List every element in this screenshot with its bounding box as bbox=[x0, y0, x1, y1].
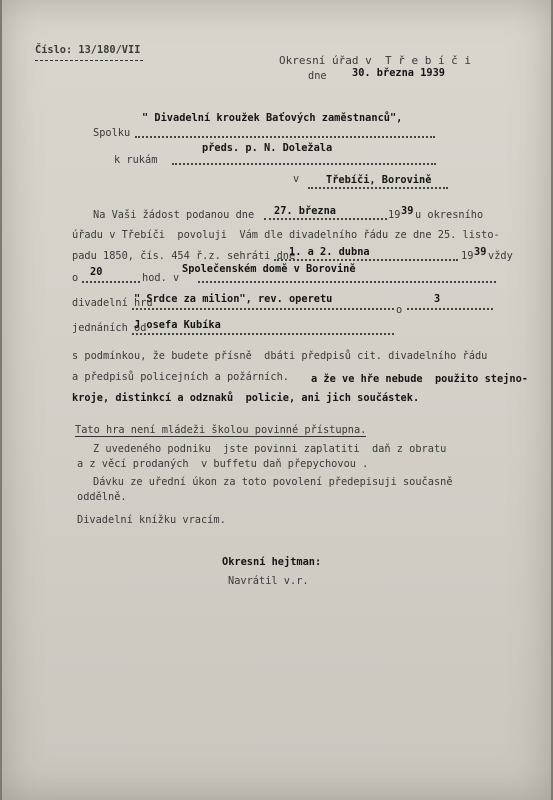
chairman: předs. p. N. Doležala bbox=[202, 142, 333, 154]
author-line bbox=[132, 333, 394, 335]
document-page bbox=[2, 0, 551, 800]
tax-notice: Z uvedeného podniku jste povinni zaplatiti daň z obratu bbox=[93, 443, 447, 455]
date-value: 30. března 1939 bbox=[352, 67, 445, 79]
youth-notice: Tato hra není mládeži školou povinné přístupna. bbox=[75, 424, 367, 436]
luxury-tax-notice: a z věcí prodaných v buffetu daň přepychovou . bbox=[77, 458, 369, 470]
conditions-text: s podmínkou, že budete přísně dbáti předpisů cit. divadelního řádu bbox=[72, 350, 488, 362]
signature-title: Okresní hejtman: bbox=[222, 556, 322, 568]
play-label: divadelní hru bbox=[72, 297, 153, 309]
date-label: dne bbox=[308, 70, 327, 82]
request-text: Na Vaši žádost podanou dne bbox=[93, 209, 255, 221]
hour-prefix: o bbox=[72, 272, 79, 284]
author-label: jednáních od bbox=[72, 322, 147, 334]
performance-year-suffix: 39 bbox=[474, 246, 487, 258]
acts-circle: o bbox=[396, 304, 403, 316]
acts-count: 3 bbox=[434, 293, 441, 305]
place-label: v bbox=[293, 173, 300, 185]
fee-notice-end: oddělně. bbox=[77, 491, 127, 503]
hour-label: hod. v bbox=[142, 272, 180, 284]
signature-name: Navrátil v.r. bbox=[228, 575, 309, 587]
reference-number: Číslo: 13/180/VII bbox=[35, 44, 141, 56]
place-line bbox=[308, 187, 448, 189]
performance-year-prefix: 19 bbox=[461, 250, 474, 262]
play-line bbox=[132, 308, 394, 310]
booklet-return: Divadelní knížku vracím. bbox=[77, 514, 226, 526]
request-year-prefix: 19 bbox=[388, 209, 401, 221]
acts-line bbox=[407, 308, 493, 310]
regulation-text: padu 1850, čís. 454 ř.z. sehráti dne bbox=[72, 250, 296, 262]
reference-underline bbox=[35, 60, 143, 61]
permission-text: úřadu v Třebíči povoluji Vám dle divadelního řádu ze dne 25. listo- bbox=[72, 229, 500, 241]
venue-line bbox=[198, 281, 496, 283]
request-year-suffix: 39 bbox=[401, 205, 414, 217]
request-date: 27. března bbox=[274, 205, 336, 217]
association-label: Spolku bbox=[93, 127, 131, 139]
performance-dates-line bbox=[274, 259, 458, 261]
venue: Společenském domě v Borovině bbox=[182, 263, 356, 275]
police-text: a předpisů policejních a požárních. bbox=[72, 371, 289, 383]
always-label: vždy bbox=[488, 250, 513, 262]
association-line bbox=[135, 136, 435, 138]
uniform-clause-end: kroje, distinkcí a odznaků policie, ani jich součástek. bbox=[72, 392, 420, 404]
issuing-office: Okresní úřad v T ř e b í č i bbox=[279, 54, 472, 67]
fee-notice: Dávku ze uřední úkon za toto povolení předepisuji současně bbox=[93, 476, 453, 488]
play-title: " Srdce za milion", rev. operetu bbox=[134, 293, 333, 305]
uniform-clause: a že ve hře nebude použito stejno- bbox=[311, 373, 528, 385]
author-name: J osefa Kubíka bbox=[134, 319, 221, 331]
performance-dates: 1. a 2. dubna bbox=[289, 246, 370, 258]
association-name: " Divadelní kroužek Baťových zaměstnanců", bbox=[142, 112, 403, 124]
request-office: u okresního bbox=[415, 209, 484, 221]
hour-line bbox=[82, 281, 140, 283]
attention-line bbox=[172, 163, 436, 165]
hour-value: 20 bbox=[90, 266, 103, 278]
attention-label: k rukám bbox=[114, 154, 158, 166]
request-date-line bbox=[264, 218, 387, 220]
place-name: Třebíči, Borovině bbox=[326, 174, 432, 186]
